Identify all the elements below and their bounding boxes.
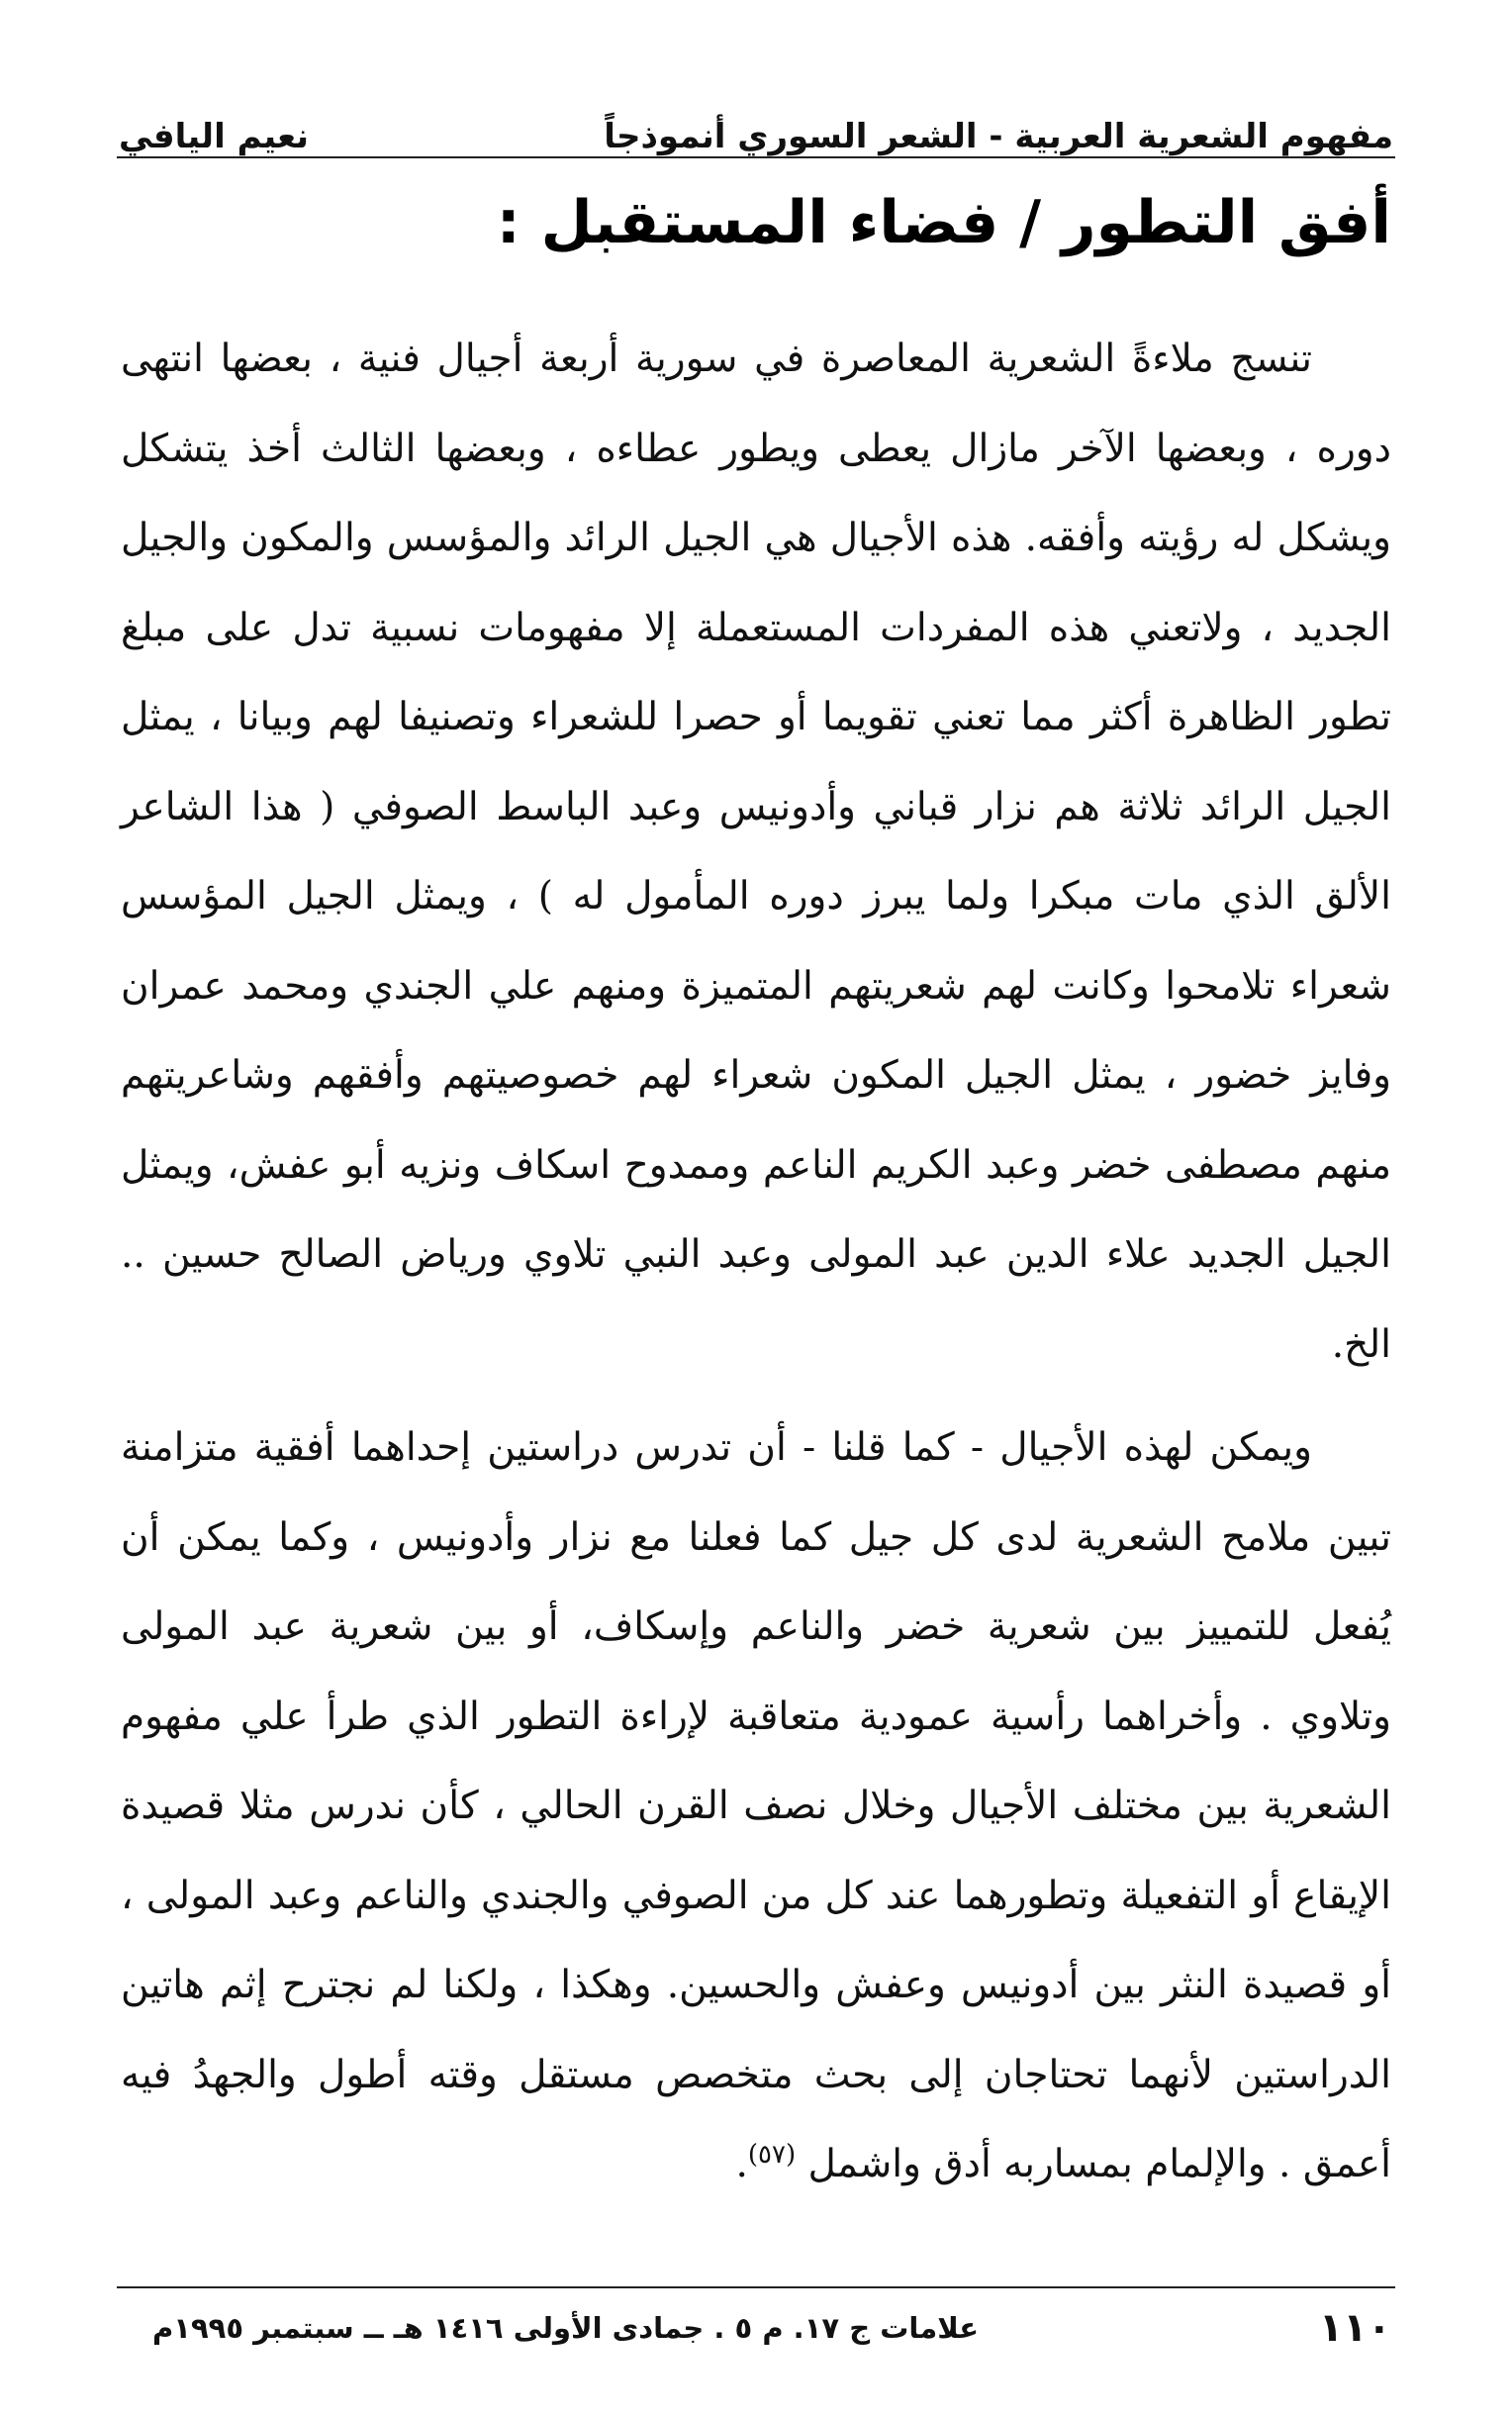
- page-number: ١١٠: [1318, 2305, 1391, 2351]
- footnote-reference: (٥٧): [747, 2140, 797, 2170]
- section-title: أفق التطور / فضاء المستقبل :: [496, 188, 1391, 257]
- paragraph-2-text: ويمكن لهذه الأجيال - كما قلنا - أن تدرس دراستين إحداهما أفقية متزامنة تبين ملامح الشعرية لدى كل جيل كما فعلنا مع نزار وأدونيس ، وكما يمكن أن يُفعل للتمييز بين شعرية خضر والناعم وإسكاف، أو بين شعرية عبد المولى وتلاوي . وأخراهما رأسية عمودية متعاقبة لإراءة التطور الذي طرأ علي مفهوم الشعرية بين مختلف الأجيال وخلال نصف القرن الحالي ، كأن ندرس مثلا قصيدة الإيقاع أو التفعيلة وتطورهما عند كل من الصوفي والجندي والناعم وعبد المولى ، أو قصيدة النثر بين أدونيس وعفش والحسين. وهكذا ، ولكنا لم نجترح إثم هاتين الدراستين لأنهما تحتاجان إلى بحث متخصص مستقل وقته أطول والجهدُ فيه أعمق . والإلمام بمساربه أدق واشمل: [121, 1425, 1391, 2186]
- page-footer: [121, 2298, 1391, 2358]
- author-name: نعيم اليافي: [119, 117, 310, 156]
- book-title: مفهوم الشعرية العربية - الشعر السوري أنموذجاً: [604, 117, 1393, 156]
- journal-info: علامات ج ١٧. م ٥ . جمادى الأولى ١٤١٦ هـ ــ سبتمبر ١٩٩٥م: [152, 2311, 980, 2345]
- paragraph-1: تنسج ملاءةً الشعرية المعاصرة في سورية أربعة أجيال فنية ، بعضها انتهى دوره ، وبعضها الآخر مازال يعطى ويطور عطاءه ، وبعضها الثالث أخذ يتشكل ويشكل له رؤيته وأفقه. هذه الأجيال هي الجيل الرائد والمؤسس والمكون والجيل الجديد ، ولاتعني هذه المفردات المستعملة إلا مفهومات نسبية تدل على مبلغ تطور الظاهرة أكثر مما تعني تقويما أو حصرا للشعراء وتصنيفا لهم وبيانا ، يمثل الجيل الرائد ثلاثة هم نزار قباني وأدونيس وعبد الباسط الصوفي ( هذا الشاعر الألق الذي مات مبكرا ولما يبرز دوره المأمول له ) ، ويمثل الجيل المؤسس شعراء تلامحوا وكانت لهم شعريتهم المتميزة ومنهم علي الجندي ومحمد عمران وفايز خضور ، يمثل الجيل المكون شعراء لهم خصوصيتهم وأفقهم وشاعريتهم منهم مصطفى خضر وعبد الكريم الناعم وممدوح اسكاف ونزيه أبو عفش، ويمثل الجيل الجديد علاء الدين عبد المولى وعبد النبي تلاوي ورياض الصالح حسين .. الخ.: [121, 337, 1391, 1367]
- paragraph-2: [121, 1404, 1391, 2210]
- body-text: [121, 315, 1391, 2210]
- footer-divider: [117, 2286, 1395, 2288]
- header-divider: [117, 156, 1395, 158]
- paragraph-2-end: .: [735, 2142, 748, 2186]
- running-header: [119, 87, 1393, 156]
